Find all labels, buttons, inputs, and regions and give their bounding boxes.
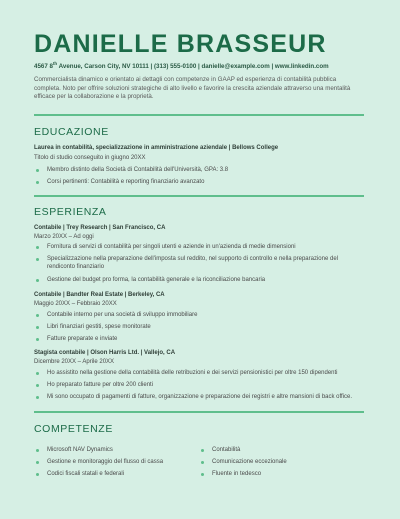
- address-ordinal: th: [52, 61, 58, 66]
- skill-text: Fluente in tedesco: [212, 471, 262, 477]
- job-dates: Marzo 20XX – Ad oggi: [34, 234, 94, 240]
- bullet-icon: [201, 449, 204, 452]
- bullet-icon: [36, 169, 39, 172]
- bullet-icon: [36, 246, 39, 249]
- job-header: Stagista contabile | Olson Harris Ltd. | Vallejo, CA: [34, 350, 176, 356]
- skill-text: Contabilità: [212, 447, 241, 453]
- experience-section-title: ESPERIENZA: [34, 206, 107, 218]
- list-item-text: Ho preparato fatture per oltre 200 clienti: [47, 382, 154, 388]
- job-dates: Dicembre 20XX – Aprile 20XX: [34, 359, 115, 365]
- bullet-icon: [36, 338, 39, 341]
- bullet-icon: [36, 473, 39, 476]
- separator: |: [148, 63, 154, 71]
- separator: |: [269, 63, 275, 71]
- bullet-icon: [36, 314, 39, 317]
- list-item-text: Fatture preparate e inviate: [47, 336, 118, 342]
- skill-text: Comunicazione eccezionale: [212, 459, 287, 465]
- section-divider: [34, 114, 364, 116]
- bullet-icon: [36, 181, 39, 184]
- list-item-text: Mi sono occupato di pagamenti di fatture, organizzazione e preparazione dei registri e altre mansioni di back office.: [47, 394, 353, 400]
- list-item-text: Specializzazione nella preparazione dell'imposta sul reddito, nel supporto di controllo e nella preparazione del rendiconto finanziario: [47, 256, 338, 271]
- separator: |: [196, 63, 202, 71]
- bullet-icon: [36, 372, 39, 375]
- bullet-icon: [36, 279, 39, 282]
- skill-text: Microsoft NAV Dynamics: [47, 447, 113, 453]
- bullet-icon: [201, 473, 204, 476]
- email-link[interactable]: danielle@example.com: [201, 63, 270, 71]
- skills-section-title: COMPETENZE: [34, 423, 113, 435]
- contact-line: [34, 61, 329, 70]
- website-link[interactable]: www.linkedin.com: [274, 63, 329, 71]
- address: [34, 63, 149, 70]
- list-item-text: Libri finanziari gestiti, spese monitorate: [47, 324, 151, 330]
- skill-text: Codici fiscali statali e federali: [47, 471, 125, 477]
- skill-text: Gestione e monitoraggio del flusso di cassa: [47, 459, 164, 465]
- bullet-icon: [36, 449, 39, 452]
- address-street-number: 4567 8: [34, 63, 53, 71]
- section-divider: [34, 195, 364, 197]
- candidate-name: DANIELLE BRASSEUR: [34, 30, 327, 58]
- list-item-text: Ho assistito nella gestione della contabilità delle retribuzioni e dei servizi pensionistici per oltre 150 dipendenti: [47, 370, 338, 376]
- education-date: Titolo di studio conseguito in giugno 20XX: [34, 155, 146, 161]
- list-item-text: Contabile interno per una società di sviluppo immobiliare: [47, 312, 198, 318]
- bullet-icon: [36, 461, 39, 464]
- bullet-icon: [36, 396, 39, 399]
- bullet-icon: [201, 461, 204, 464]
- address-rest: Avenue, Carson City, NV 10111: [57, 63, 149, 71]
- list-item-text: Gestione del budget pro forma, la contabilità generale e la riconciliazione bancaria: [47, 277, 266, 283]
- bullet-icon: [36, 258, 39, 261]
- phone-number: (313) 555-0100: [153, 63, 197, 71]
- list-item-text: Membro distinto della Società di Contabilità dell'Università, GPA: 3.8: [47, 167, 229, 173]
- job-header: Contabile | Trey Research | San Francisco, CA: [34, 225, 166, 231]
- profile-summary: Commercialista dinamico e orientato ai dettagli con competenze in GAAP ed esperienza di contabilità pubblica completa. Noto per offrire soluzioni strategiche di alto livello e favorire la crescita aziendale attraverso una mentalità efficace per la collaborazione e la proprietà.: [34, 76, 351, 101]
- education-section-title: EDUCAZIONE: [34, 126, 109, 138]
- section-divider: [34, 411, 364, 413]
- bullet-icon: [36, 326, 39, 329]
- list-item-text: Corsi pertinenti: Contabilità e reporting finanziario avanzato: [47, 179, 205, 185]
- education-degree: Laurea in contabilità, specializzazione in amministrazione aziendale | Bellows College: [34, 145, 279, 151]
- bullet-icon: [36, 384, 39, 387]
- job-dates: Maggio 20XX – Febbraio 20XX: [34, 301, 117, 307]
- list-item-text: Fornitura di servizi di contabilità per singoli utenti e aziende in un'azienda di medie dimensioni: [47, 244, 296, 250]
- job-header: Contabile | Bandter Real Estate | Berkeley, CA: [34, 292, 165, 298]
